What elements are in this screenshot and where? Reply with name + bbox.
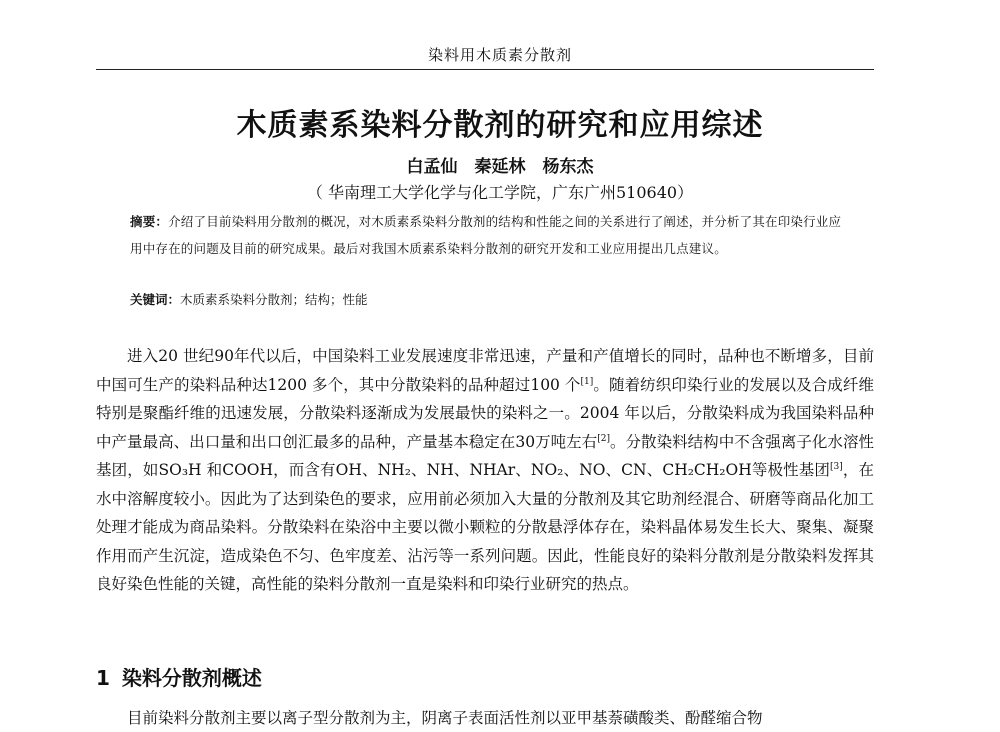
abstract-text: 介绍了目前染料用分散剂的概况，对木质素系染料分散剂的结构和性能之间的关系进行了阐述，并分析了其在印染行业应用中存在的问题及目前的研究成果。最后对我国木质素系染料分散剂的研究开发和工业应用提出几点建议。 <box>130 214 842 256</box>
section-title: 染料分散剂概述 <box>121 666 262 690</box>
intro-text-part1: 进入20 世纪90年代以后，中国染料工业发展速度非常迅速，产量和产值增长的同时，品种也不断增多，目前中国可生产的染料品种达1200 多个，其中分散染料的品种超过100 个 <box>96 347 874 394</box>
affiliation: （ 华南理工大学化学与化工学院，广东广州510640） <box>306 183 694 202</box>
abstract-label: 摘要： <box>130 214 169 229</box>
header-rule <box>96 69 874 70</box>
intro-text-part3: 。分散染料结构中不含强离子化水溶性基团，如SO₃H 和COOH，而含有OH、NH₂、NH、NHAr、NO₂、NO、CN、CH₂CH₂OH等极性基团 <box>96 432 874 479</box>
citation-3: [3] <box>829 461 843 472</box>
keywords-label: 关键词： <box>130 292 181 307</box>
section-number: 1 <box>96 666 110 690</box>
section-heading <box>96 662 262 691</box>
paper-title: 木质素系染料分散剂的研究和应用综述 <box>236 108 764 143</box>
author-list: 白孟仙 秦延林 杨东杰 <box>406 157 594 177</box>
intro-text-part2: 。随着纺织印染行业的发展以及合成纤维特别是聚酯纤维的迅速发展，分散染料逐渐成为发展最快的染料之一。2004 年以后，分散染料成为我国染料品种中产量最高、出口量和出口创汇最多的品种，产量基本稳定在30万吨左右 <box>96 375 874 451</box>
citation-2: [2] <box>597 433 610 444</box>
intro-text-part4: ，在水中溶解度较小。因此为了达到染色的要求，应用前必须加入大量的分散剂及其它助剂经混合、研磨等商品化加工处理才能成为商品染料。分散染料在染浴中主要以微小颗粒的分散悬浮体存在，染料晶体易发生长大、聚集、凝聚作用而产生沉淀，造成染色不匀、色牢度差、沾污等一系列问题。因此，性能良好的染料分散剂是分散染料发挥其良好染色性能的关键，高性能的染料分散剂一直是染料和印染行业研究的热点。 <box>96 461 874 593</box>
intro-paragraph <box>96 342 874 599</box>
keywords-text: 木质素系染料分散剂；结构；性能 <box>180 292 368 307</box>
running-header: 染料用木质素分散剂 <box>427 46 572 64</box>
section-paragraph: 目前染料分散剂主要以离子型分散剂为主，阴离子表面活性剂以亚甲基萘磺酸类、酚醛缩合物 <box>127 709 763 727</box>
keywords <box>130 288 846 312</box>
citation-1: [1] <box>580 376 594 387</box>
abstract <box>130 208 846 262</box>
